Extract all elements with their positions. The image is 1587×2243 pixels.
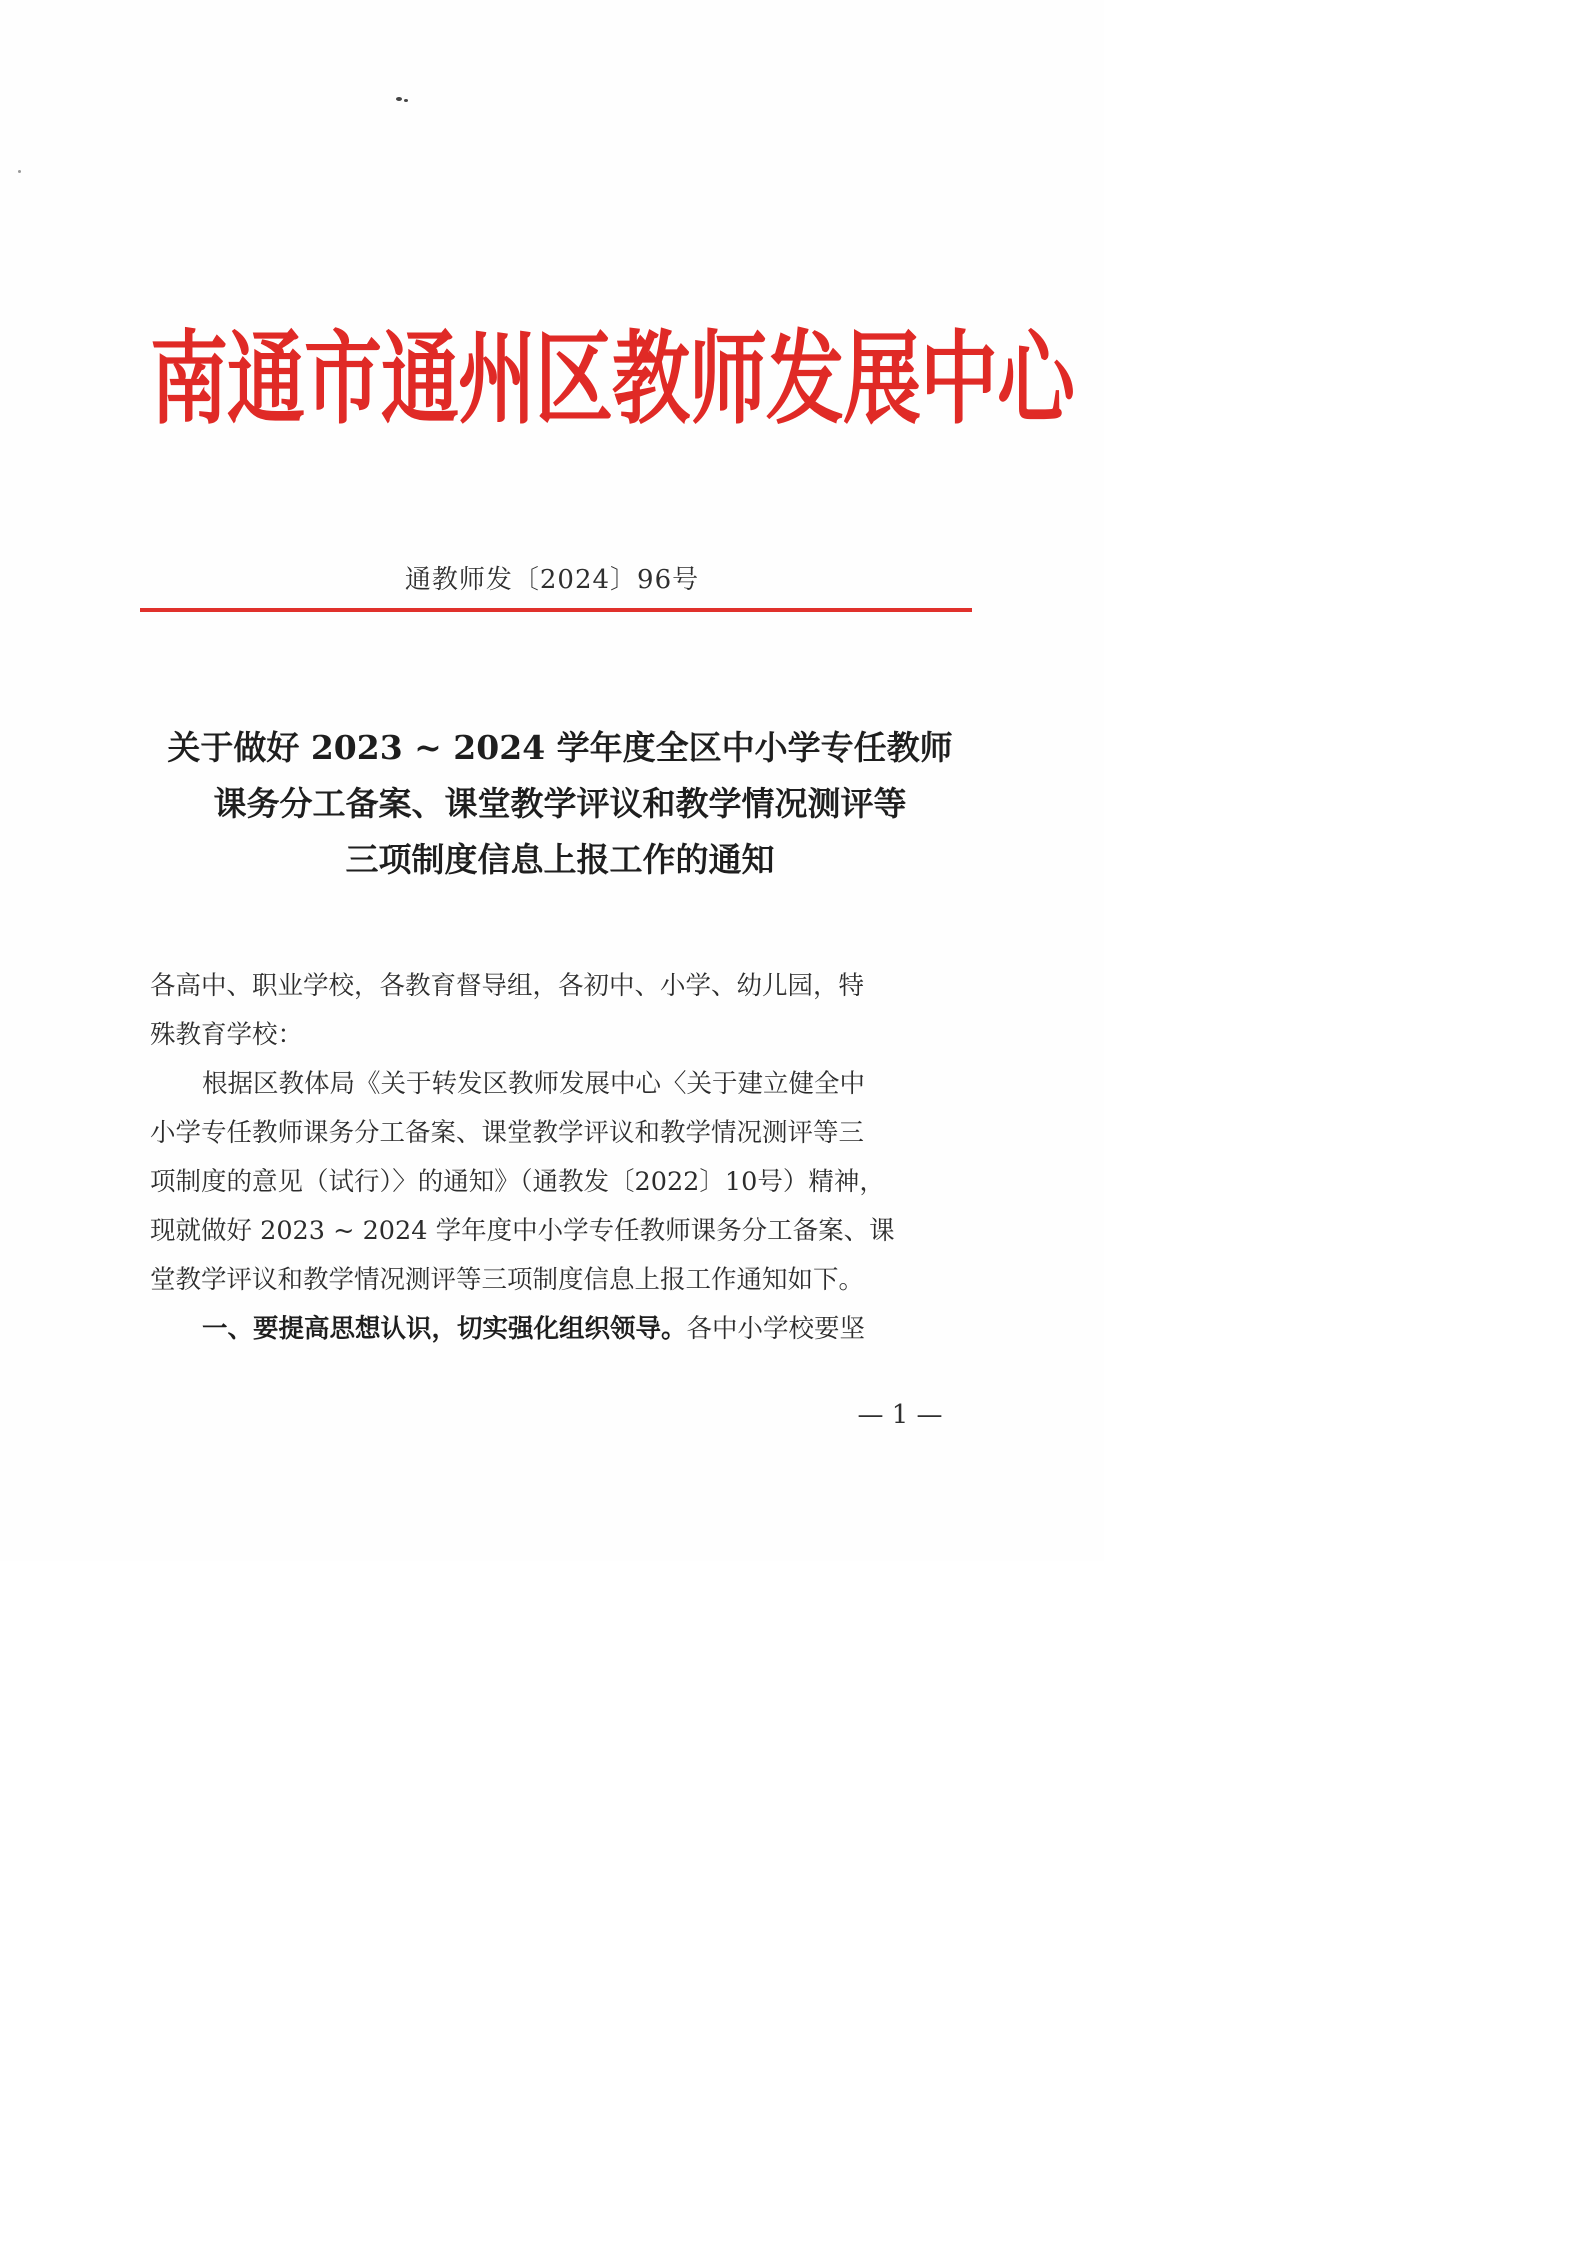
red-divider-line xyxy=(140,608,972,612)
section-heading: 一、要提高思想认识，切实强化组织领导。 xyxy=(202,1314,687,1344)
document-page xyxy=(0,0,1104,1561)
title-line-2: 课务分工备案、课堂教学评议和教学情况测评等 xyxy=(213,784,907,823)
document-number: 通教师发〔2024〕96号 xyxy=(404,565,700,595)
notice-title xyxy=(130,720,990,888)
title-line-1: 关于做好 2023 ~ 2024 学年度全区中小学专任教师 xyxy=(167,728,953,767)
scan-speck xyxy=(396,97,402,101)
page-number: — 1 — xyxy=(857,1400,943,1430)
section-heading-line xyxy=(150,1305,1022,1354)
body-line: 现就做好 2023 ~ 2024 学年度中小学专任教师课务分工备案、课 xyxy=(150,1216,895,1246)
body-line: 小学专任教师课务分工备案、课堂教学评议和教学情况测评等三 xyxy=(150,1118,865,1148)
issuer-masthead: 南通市通州区教师发展中心 xyxy=(150,321,1075,439)
body-line: 根据区教体局《关于转发区教师发展中心〈关于建立健全中 xyxy=(202,1069,866,1099)
scan-speck xyxy=(18,170,21,173)
body-line: 各高中、职业学校，各教育督导组，各初中、小学、幼儿园，特 xyxy=(150,971,865,1001)
title-line-3: 三项制度信息上报工作的通知 xyxy=(345,840,775,879)
body-line: 堂教学评议和教学情况测评等三项制度信息上报工作通知如下。 xyxy=(150,1265,865,1295)
body-line: 项制度的意见（试行）〉的通知》（通教发〔2022〕10号）精神， xyxy=(150,1167,885,1197)
body-line: 殊教育学校： xyxy=(150,1020,304,1050)
scan-speck xyxy=(404,99,408,102)
body-line-continuation: 各中小学校要坚 xyxy=(686,1314,866,1344)
